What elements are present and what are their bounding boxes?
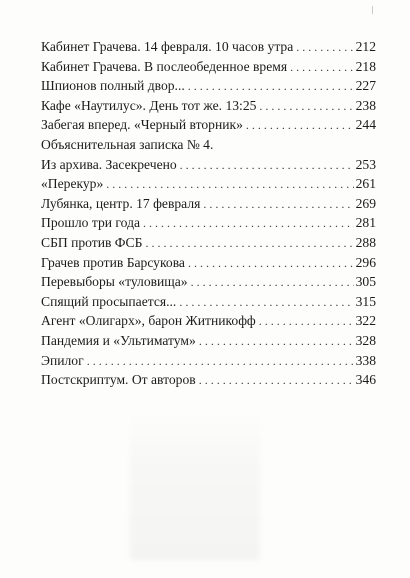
paper-show-through <box>130 410 260 560</box>
toc-entry-page: 338 <box>355 352 376 368</box>
page-corner-mark <box>372 6 373 14</box>
toc-dot-leader <box>143 214 354 234</box>
toc-dot-leader <box>259 312 354 332</box>
toc-entry <box>41 115 376 135</box>
toc-dot-leader <box>199 371 354 391</box>
toc-dot-leader <box>145 234 353 254</box>
toc-entry <box>41 233 376 253</box>
toc-entry <box>41 76 376 96</box>
toc-dot-leader <box>296 38 353 58</box>
toc-entry-title: Перевыборы «туловища» <box>41 274 188 290</box>
toc-entry-title: Кафе «Наутилус». День тот же. 13:25 <box>41 97 257 113</box>
toc-entry-page: 218 <box>355 58 376 74</box>
toc-entry <box>41 272 376 292</box>
toc-dot-leader <box>179 293 353 313</box>
toc-entry-page: 227 <box>355 78 376 94</box>
toc-entry-page: 261 <box>355 176 376 192</box>
toc-entry <box>41 155 376 175</box>
toc-entry <box>41 213 376 233</box>
toc-entry <box>41 37 376 57</box>
toc-entry-page: 296 <box>355 254 376 270</box>
toc-entry-title: Агент «Олигарх», барон Житникофф <box>41 313 256 329</box>
toc-entry-page: 244 <box>355 117 376 133</box>
toc-entry-page: 322 <box>355 313 376 329</box>
toc-entry <box>41 194 376 214</box>
toc-entry <box>41 57 376 77</box>
table-of-contents <box>41 37 376 390</box>
toc-entry-page: 346 <box>355 372 376 388</box>
toc-entry-page: 253 <box>355 156 376 172</box>
toc-entry-page: 238 <box>355 97 376 113</box>
toc-entry <box>41 174 376 194</box>
toc-entry <box>41 96 376 116</box>
toc-dot-leader <box>290 58 354 78</box>
toc-dot-leader <box>87 352 354 372</box>
toc-entry-title: Забегая вперед. «Черный вторник» <box>41 117 243 133</box>
toc-dot-leader <box>203 195 353 215</box>
toc-entry-title: Прошло три года <box>41 215 141 231</box>
toc-entry <box>41 331 376 351</box>
toc-entry-title: Шпионов полный двор... <box>41 78 185 94</box>
toc-entry-title: Спящий просыпается... <box>41 293 177 309</box>
toc-dot-leader <box>188 254 354 274</box>
toc-entry-title: Грачев против Барсукова <box>41 254 185 270</box>
toc-entry-page: 315 <box>355 293 376 309</box>
toc-entry-title: Кабинет Грачева. В послеобеденное время <box>41 58 288 74</box>
toc-dot-leader <box>106 175 353 195</box>
toc-entry <box>41 253 376 273</box>
toc-dot-leader <box>259 97 353 117</box>
toc-dot-leader <box>180 156 354 176</box>
toc-dot-leader <box>188 77 354 97</box>
toc-entry-title: Объяснительная записка № 4. <box>41 136 214 152</box>
toc-dot-leader <box>191 273 354 293</box>
toc-entry-page: 288 <box>355 234 376 250</box>
toc-dot-leader <box>246 116 354 136</box>
toc-entry-page: 212 <box>355 39 376 54</box>
toc-entry <box>41 135 376 155</box>
toc-entry-page: 281 <box>355 215 376 231</box>
toc-entry <box>41 311 376 331</box>
toc-entry <box>41 292 376 312</box>
toc-entry-title: Эпилог <box>41 352 84 368</box>
toc-entry-page: 328 <box>355 332 376 348</box>
toc-entry-title: СБП против ФСБ <box>41 234 143 250</box>
toc-entry-page: 305 <box>355 274 376 290</box>
toc-entry-title: Лубянка, центр. 17 февраля <box>41 195 201 211</box>
toc-entry <box>41 351 376 371</box>
toc-entry-title: «Перекур» <box>41 176 104 192</box>
toc-entry-title: Из архива. Засекречено <box>41 156 177 172</box>
toc-entry-title: Постскриптум. От авторов <box>41 372 196 388</box>
toc-entry-page: 269 <box>355 195 376 211</box>
toc-entry-title: Пандемия и «Ультиматум» <box>41 332 196 348</box>
toc-dot-leader <box>199 332 354 352</box>
toc-entry-title: Кабинет Грачева. 14 февраля. 10 часов утра <box>41 39 294 54</box>
toc-entry <box>41 370 376 390</box>
